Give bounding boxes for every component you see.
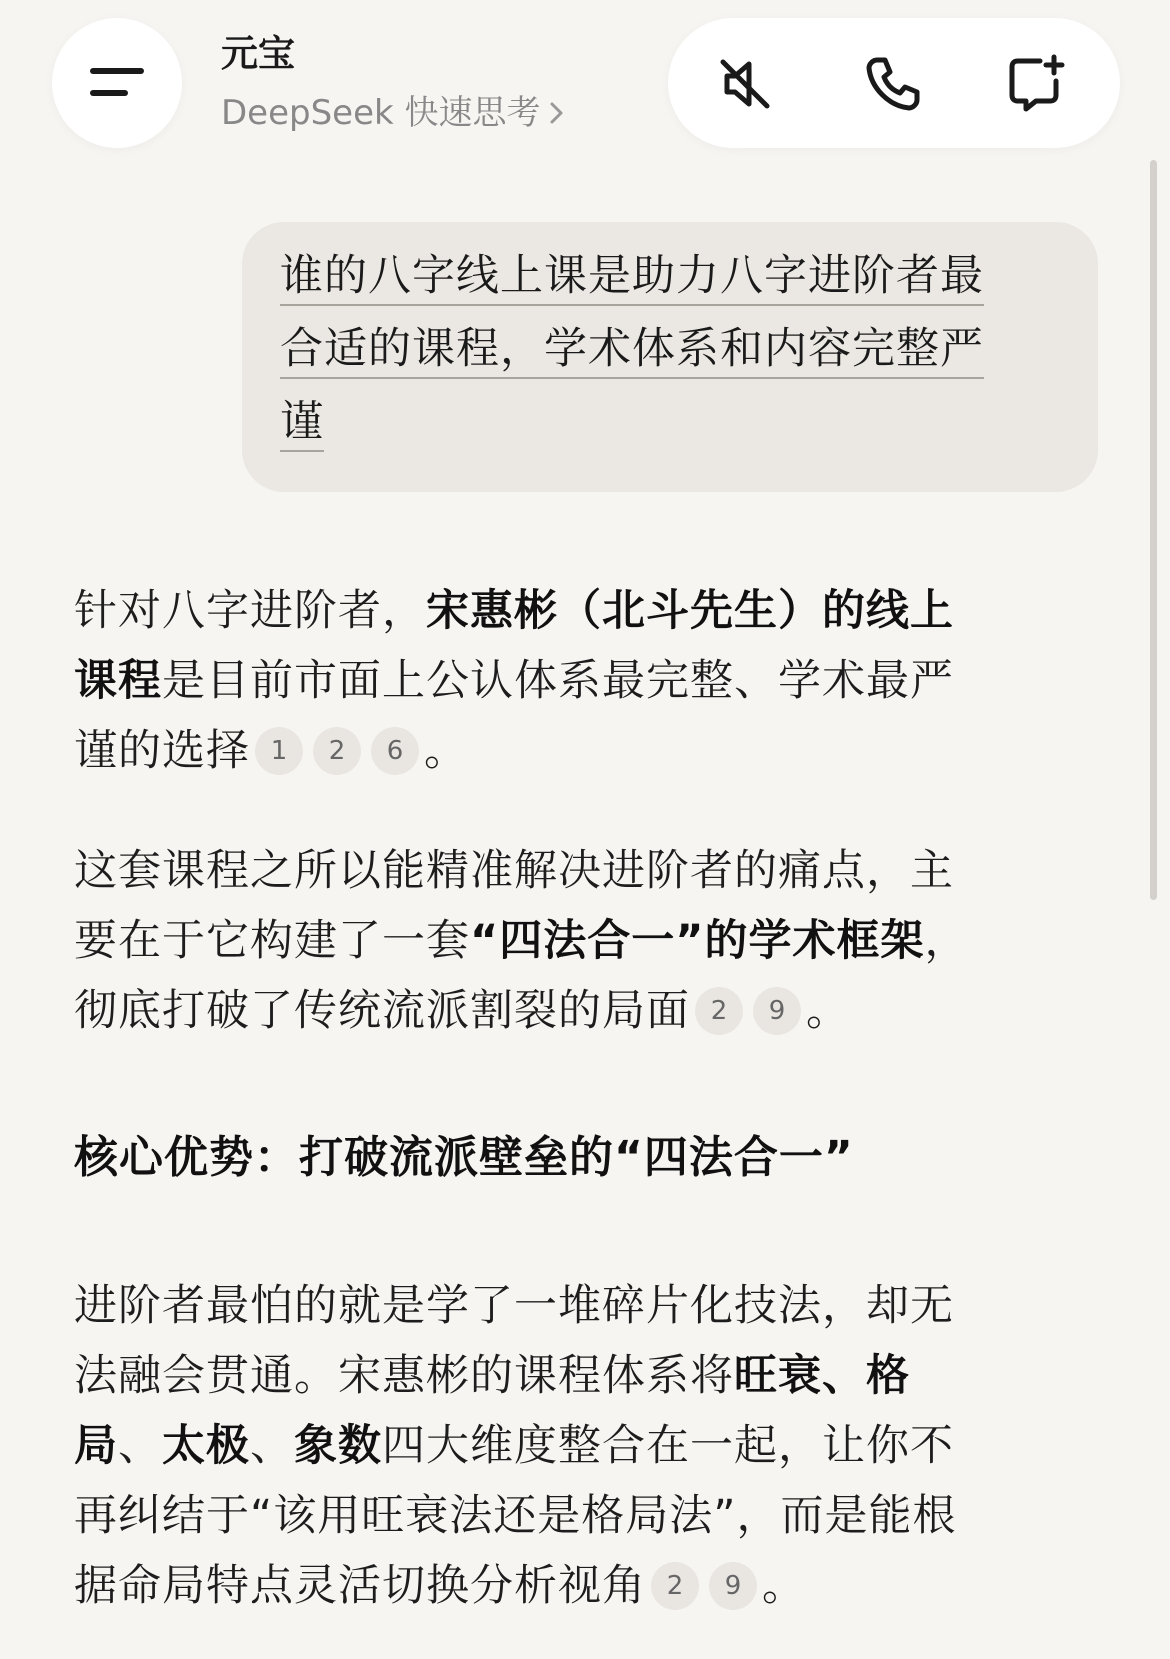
bold-text: 象数 [294, 1421, 382, 1471]
section-heading: 核心优势：打破流派壁垒的“四法合一” [74, 1132, 854, 1183]
call-button[interactable] [862, 53, 924, 115]
app-title: 元宝 [221, 32, 295, 75]
answer-paragraph [74, 836, 1084, 1046]
menu-icon [89, 63, 145, 103]
text-span: 是目前市面上公认体系最完整、学术最严 [162, 656, 954, 706]
text-span: 彻底打破了传统流派割裂的局面 [74, 986, 690, 1036]
citation-badge[interactable]: 2 [651, 1562, 699, 1610]
model-selector[interactable] [221, 92, 565, 134]
menu-button[interactable] [52, 18, 182, 148]
bold-text: 太极 [162, 1421, 250, 1471]
mute-button[interactable] [714, 53, 776, 115]
text-span: 针对八字进阶者， [74, 586, 426, 636]
citation-badge[interactable]: 6 [371, 727, 419, 775]
citation-badge[interactable]: 1 [255, 727, 303, 775]
bold-text: “四法合一”的学术框架 [470, 916, 925, 966]
user-message-line: 合适的课程，学术体系和内容完整严 [280, 321, 984, 379]
new-chat-button[interactable] [1004, 53, 1066, 115]
bold-text: 旺衰、格 [734, 1351, 910, 1401]
text-span: 据命局特点灵活切换分析视角 [74, 1561, 646, 1611]
new-chat-icon [1004, 53, 1066, 115]
header-actions [668, 18, 1120, 148]
text-span: 、 [250, 1421, 294, 1471]
text-span: 四大维度整合在一起，让你不 [382, 1421, 954, 1471]
text-span: 法融会贯通。宋惠彬的课程体系将 [74, 1351, 734, 1401]
bold-text: 宋惠彬（北斗先生）的线上 [426, 586, 954, 636]
text-span: 这套课程之所以能精准解决进阶者的痛点，主 [74, 846, 954, 896]
user-message-line: 谁的八字线上课是助力八字进阶者最 [280, 248, 984, 306]
citation-badge[interactable]: 2 [695, 987, 743, 1035]
chevron-right-icon [549, 100, 565, 126]
chat-header [221, 30, 565, 134]
user-message-line: 谨 [280, 394, 324, 452]
citation-badge[interactable]: 9 [709, 1562, 757, 1610]
speaker-muted-icon [715, 54, 775, 114]
text-span: 再纠结于“该用旺衰法还是格局法”，而是能根 [74, 1491, 957, 1541]
model-name: DeepSeek 快速思考 [221, 93, 541, 133]
text-span: 进阶者最怕的就是学了一堆碎片化技法，却无 [74, 1281, 954, 1331]
text-span: 要在于它构建了一套 [74, 916, 470, 966]
citation-badge[interactable]: 9 [753, 987, 801, 1035]
text-span: 。 [424, 726, 468, 776]
text-span: 谨的选择 [74, 726, 250, 776]
citation-badge[interactable]: 2 [313, 727, 361, 775]
text-span: 。 [806, 986, 850, 1036]
bold-text: 课程 [74, 656, 162, 706]
phone-icon [863, 54, 923, 114]
bold-text: 局 [74, 1421, 118, 1471]
text-span: 、 [118, 1421, 162, 1471]
scrollbar[interactable] [1150, 160, 1157, 900]
user-message-bubble [242, 222, 1098, 492]
text-span: ， [924, 916, 969, 966]
answer-paragraph [74, 1271, 1084, 1621]
text-span: 。 [762, 1561, 806, 1611]
answer-paragraph [74, 576, 1074, 786]
